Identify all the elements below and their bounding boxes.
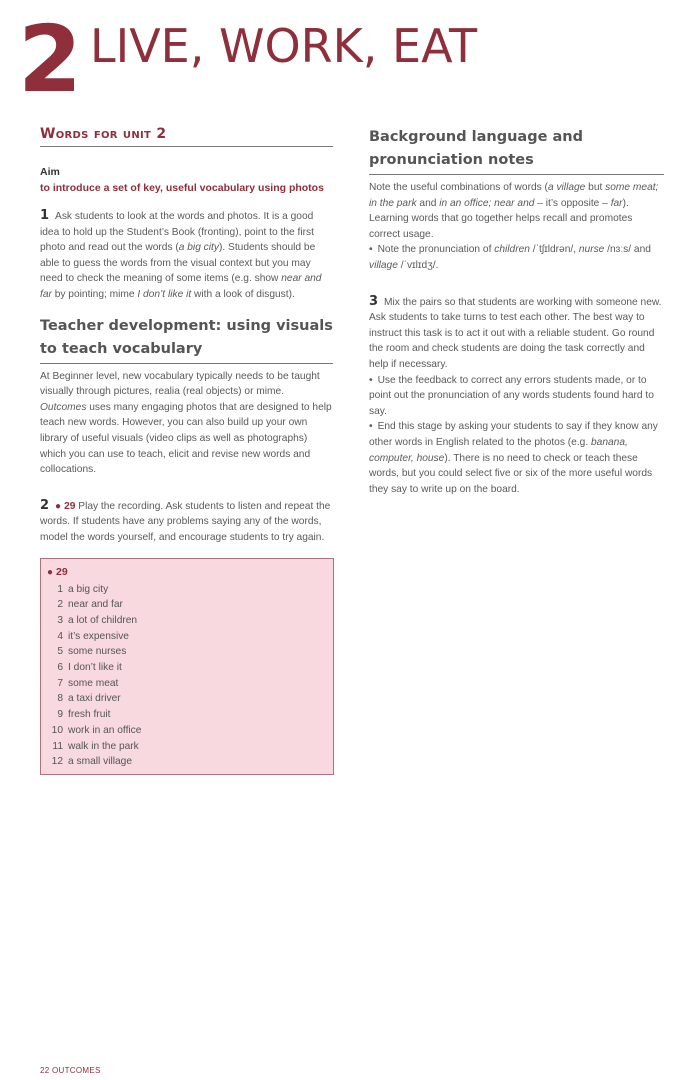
list-item <box>47 739 327 755</box>
step-1-paragraph <box>40 208 333 303</box>
item-number: 1 <box>57 583 63 595</box>
item-text: a taxi driver <box>68 693 121 705</box>
list-item <box>47 597 327 613</box>
italic-text: village <box>369 259 398 271</box>
text: Use the feedback to correct any errors students made, or to point out the pronunciation of any words students found hard to say. <box>369 374 654 417</box>
italic-text: a village <box>547 182 586 193</box>
item-text: some nurses <box>68 646 127 658</box>
text: Mix the pairs so that students are working with someone new. Ask students to take turns to test each other. The best way to instruct this task is to act it out with a reliable student. Go round the room and check students are doing the task correctly and help if necessary. <box>369 296 662 370</box>
text: with a look of disgust). <box>191 288 295 300</box>
text: Note the pronunciation of <box>377 244 495 256</box>
item-number: 7 <box>57 677 63 689</box>
text: /ˈtʃɪldrən/, <box>529 244 579 256</box>
item-number: 12 <box>51 756 63 768</box>
step-number: 1 <box>40 208 50 223</box>
italic-text: far <box>610 197 623 209</box>
list-item <box>47 707 327 723</box>
list-item <box>47 754 327 770</box>
audio-script-list <box>47 582 327 770</box>
item-text: a big city <box>68 583 109 595</box>
item-number: 4 <box>57 630 63 642</box>
italic-text: nurse <box>578 244 605 256</box>
item-text: a lot of children <box>68 614 138 626</box>
text: ). Students should be able to guess the words from the visual context but you may need to check the meaning of some items (e.g. show <box>40 242 316 285</box>
item-text: some meat <box>68 677 119 689</box>
audio-script-box <box>40 558 334 775</box>
bullet: • <box>369 244 373 256</box>
list-item <box>47 644 327 660</box>
italic-text: I don’t like it <box>137 288 192 300</box>
list-item <box>47 723 327 739</box>
item-number: 8 <box>57 693 63 705</box>
item-number: 10 <box>51 724 63 736</box>
item-number: 6 <box>57 662 63 674</box>
text: /nɜːs/ and <box>604 244 651 256</box>
bullet: • <box>369 374 373 386</box>
aim-label: Aim <box>40 166 60 178</box>
text: /ˈvɪlɪdʒ/. <box>397 259 439 271</box>
text: ). There is no need to check or teach these words, but you could select five or six of the more useful words they say to write up on the board. <box>369 452 653 495</box>
text: End this stage by asking your students to say if they know any other words in English related to the photos (e.g. <box>369 421 658 448</box>
italic-text: children <box>494 244 530 256</box>
text: uses many engaging photos that are designed to help teach new words. However, you can also build up your own library of useful visuals (video clips as well as photographs) which you can use to teach, elicit and revise new words and collocations. <box>40 401 332 476</box>
text: – it’s opposite – <box>534 197 611 209</box>
bullet: • <box>369 421 373 433</box>
background-notes-heading: Background language and pronunciation notes <box>369 126 664 175</box>
end-stage-bullet <box>369 419 664 497</box>
usage-note-paragraph <box>369 180 664 242</box>
track-number: 29 <box>64 500 76 512</box>
text: ). Learning words that go together helps recall and promotes correct usage. <box>369 197 633 240</box>
text: but <box>585 182 606 193</box>
italic-text: Outcomes <box>40 401 87 413</box>
item-text: near and far <box>68 599 123 611</box>
feedback-bullet <box>369 373 664 420</box>
audio-track-icon: ● <box>55 500 62 512</box>
item-text: work in an office <box>68 724 142 736</box>
audio-track-icon: ● <box>47 566 54 578</box>
italic-text: some meat; in the park <box>369 182 659 209</box>
step-3-paragraph <box>369 294 664 373</box>
text: by pointing; mime <box>51 288 138 300</box>
unit-title: LIVE, WORK, EAT <box>90 19 478 73</box>
item-number: 2 <box>57 599 63 611</box>
text: Ask students to look at the words and photos. It is a good idea to hold up the Student’s Book (fronting), point to the first photo and read out the words ( <box>40 211 314 254</box>
page-footer: 22 OUTCOMES <box>40 1066 101 1075</box>
italic-text: a big city <box>178 242 219 254</box>
pronunciation-note <box>369 242 664 273</box>
step-number: 3 <box>369 293 379 309</box>
list-item <box>47 613 327 629</box>
list-item <box>47 629 327 645</box>
track-number: 29 <box>56 565 68 578</box>
italic-text: banana, computer, house <box>369 436 628 464</box>
item-text: it’s expensive <box>68 630 129 642</box>
left-column <box>40 126 333 775</box>
item-number: 5 <box>57 646 63 658</box>
aim-text: to introduce a set of key, useful vocabulary using photos <box>40 182 324 194</box>
section-heading: Words for unit 2 <box>40 126 333 147</box>
text: Note the useful combinations of words ( <box>369 182 548 193</box>
italic-text: near and far <box>40 273 322 300</box>
item-text: walk in the park <box>68 740 139 752</box>
teacher-development-heading: Teacher development: using visuals to teach vocabulary <box>40 315 333 364</box>
list-item <box>47 582 327 598</box>
item-text: fresh fruit <box>68 709 111 721</box>
teacher-development-paragraph <box>40 369 333 478</box>
unit-number: 2 <box>18 6 81 113</box>
item-number: 11 <box>52 740 63 752</box>
item-number: 3 <box>57 614 63 626</box>
italic-text: in an office; near and <box>439 197 535 209</box>
list-item <box>47 676 327 692</box>
item-text: I don’t like it <box>68 662 122 674</box>
item-text: a small village <box>68 756 132 768</box>
text: Play the recording. Ask students to listen and repeat the words. If students have any problems saying any of the words, model the words yourself, and encourage students to try again. <box>40 500 331 543</box>
audio-script-header <box>47 565 327 580</box>
text: and <box>416 197 440 209</box>
list-item <box>47 660 327 676</box>
list-item <box>47 691 327 707</box>
item-number: 9 <box>57 709 63 721</box>
right-column <box>369 126 664 497</box>
text: At Beginner level, new vocabulary typically needs to be taught visually through pictures, realia (real objects) or mime. <box>40 370 320 398</box>
step-2-paragraph <box>40 498 333 546</box>
step-number: 2 <box>40 497 50 513</box>
